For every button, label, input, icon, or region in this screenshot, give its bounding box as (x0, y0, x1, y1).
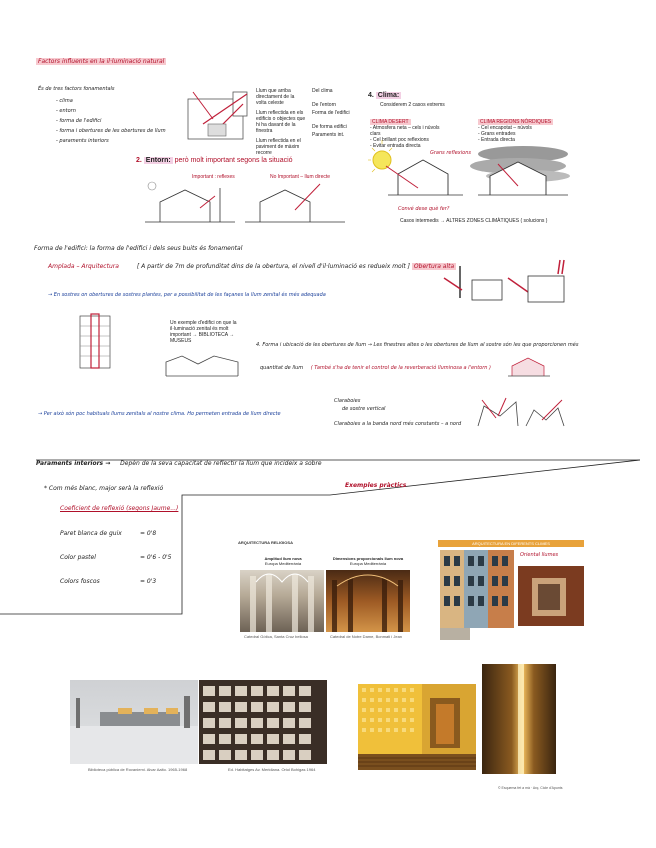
sketch-key: De l'entorn (312, 102, 337, 108)
forma-pink-note: ( També s'ha de tenir el control de la reverberació lluminosa a l'entorn ) (310, 365, 491, 371)
panel1-right-title-block (326, 556, 410, 566)
paraments-heading: Paraments interiors → (36, 460, 111, 467)
coef-value: = 0'6 - 0'5 (140, 554, 172, 561)
brise-caption: Ed. Habitatges Av. Meridiana. Oriol Bohigas 1964 (228, 767, 316, 772)
coef-value: = 0'8 (140, 530, 157, 537)
forma-house-sketch (508, 352, 552, 380)
clima-subtitle: Considerem 2 casos extrems (380, 102, 445, 108)
forma-blue-line: → En sostres on obertures de sostres plantes, per a possibilitat de les façanes la llum zenital és més adequada (48, 292, 326, 298)
forma-section-sketches (440, 258, 570, 306)
coef-label: Color pastel (60, 554, 96, 561)
paraments-note: * Com més blanc, major serà la reflexió (44, 485, 164, 492)
amplada-label: Amplada – Arquitectura (48, 263, 119, 270)
light-slit-photo (482, 664, 556, 774)
north-line: - Cel encapotat – núvols (478, 125, 532, 131)
forma-obertures-2: quantitat de llum (260, 365, 304, 371)
clima-reflect-note: Grans reflexions (430, 150, 471, 156)
factors-list (38, 86, 178, 144)
brise-soleil-photo (199, 680, 327, 764)
page-title-text: Factors influents en la il·luminació natural (38, 58, 165, 65)
panel1-right-sub: Europa Mediterrània (349, 561, 387, 566)
cathedral-photo-left (240, 570, 324, 632)
amplada-end: Obertura alta (413, 263, 455, 270)
panel1-right-caption: Catedral de Notre Dame, Bonmati i Jean (330, 634, 403, 639)
forma-brace-1: Claraboies (334, 398, 361, 404)
entorn-subtitle: però molt important segons la situació (174, 157, 293, 164)
paraments-heading-text: Depèn de la seva capacitat de reflectir la llum que incideix a sobre (120, 460, 322, 467)
amplada-row (48, 263, 456, 270)
panel1-header: ARQUITECTURA RELIGIOSA (238, 540, 293, 545)
desert-title: CLIMA DESERT (372, 119, 409, 125)
forma-brace-3: Claraboies a la banda nord més constants – a nord (334, 421, 462, 427)
factor-item: - clima (56, 98, 73, 104)
panel1-left-caption: Catedral Gòtica, Santa Cruz bellosa (244, 634, 308, 639)
footer-note: © Esquema fet a mà · Arq. Cicle d'Apunts (498, 786, 563, 790)
facade-strip-photo (440, 628, 470, 640)
north-title: CLIMA REGIONS NÒRDIQUES (480, 119, 552, 125)
factor-item: - forma de l'edifici (56, 118, 102, 124)
sketch-key: Paraments int. (312, 132, 345, 138)
forma-obertures: 4. Forma i ubicació de les obertures de llum → Les finestres altes o les obertures de llum al sostre són les que proporcionen més (256, 342, 579, 348)
coef-label: Colors foscos (60, 578, 100, 585)
yellow-lattice-photo (358, 684, 476, 770)
amplada-text: [ A partir de 7m de profunditat dins de la obertura, el nivell d'il·luminació es redueix molt ] (136, 263, 410, 270)
sketch-key: De forma edifici (312, 124, 347, 130)
north-line: - Grans entrades (478, 131, 516, 137)
window-wall-photo (518, 566, 584, 626)
entorn-heading: 2. Entorn: però molt important segons la situació (136, 157, 293, 164)
coef-row (60, 554, 180, 561)
panel2-header: ARQUITECTURA EN DIFERENTS CLIMES (438, 540, 584, 547)
entorn-left-label: Important : reflexes (192, 174, 235, 180)
page-title (36, 58, 166, 65)
entorn-right-label: No Important – llum directe (270, 174, 331, 180)
panel1-left-sub: Europa Mediterrània (264, 561, 302, 566)
desert-line: - Atmosfera neta – cels i núvols clars (370, 125, 440, 137)
building-section-sketch (74, 312, 116, 372)
forma-blue-line-2: → Per això són poc habituals llums zenitals al nostre clima. Ho permeten entrada de llum directe (38, 411, 281, 417)
examples-title: Exemples pràctics (345, 482, 407, 489)
panel1-right-title: Dimensions proporcionals llum nova (332, 556, 404, 561)
forma-brace-2: de sostre vertical (342, 406, 386, 412)
forma-obertures-row (260, 365, 491, 371)
sketch-note: Llum reflectida en el paviment de màxim recorre (256, 138, 301, 156)
north-line: - Entrada directa (478, 137, 515, 143)
forma-heading: Forma de l'edifici: la forma de l'edifici i dels seus buits és fonamental (34, 245, 243, 252)
sketch-note: Llum reflectida en els edificis o objectes que hi ha davant de la finestra (256, 110, 306, 134)
paraments-heading-row (36, 460, 322, 467)
clima-intermediate: Casos intermedis → ALTRES ZONES CLIMÀTIQUES ( solucions ) (400, 218, 548, 224)
forma-roof-sketch (164, 350, 240, 380)
coef-value: = 0'3 (140, 578, 157, 585)
sketch-key: Forma de l'edifici (312, 110, 350, 116)
forma-skylight-sketches (476, 396, 566, 430)
coef-row (60, 530, 180, 537)
coef-label: Paret blanca de guix (60, 530, 122, 537)
cathedral-photo-right (326, 570, 410, 632)
factor-item: - forma i obertures de les obertures de llum (56, 128, 166, 134)
panel1-left-title-block (240, 556, 326, 566)
panel2-caption: Oriental llumes (520, 552, 559, 558)
clima-sketches (368, 140, 578, 202)
sketch-note: Llum que arriba directament de la volta celeste (256, 88, 295, 106)
factors-heading: És de tres factors fonamentals (38, 86, 115, 92)
library-caption: Biblioteca pública de Rovaniemi. Alvar Aalto. 1965-1968 (88, 767, 188, 772)
coef-title: Coeficient de reflexió (segons Jaume...) (60, 505, 179, 512)
desert-line: - Cel brillant poc reflexions (370, 137, 429, 143)
factor-item: - entorn (56, 108, 76, 114)
desert-line: - Evitar entrada directa (370, 143, 421, 149)
factor-item: - paraments interiors (56, 138, 109, 144)
coef-row (60, 578, 180, 585)
panel1-left-title: Amplitud llum nova (264, 556, 302, 561)
sketch-notes (256, 88, 306, 156)
clima-title: Clima: (377, 92, 400, 99)
facade-photo (440, 550, 514, 628)
entorn-sketches (140, 180, 350, 230)
room-light-sketch (183, 84, 253, 144)
library-photo (70, 680, 198, 764)
entorn-title: Entorn: (145, 157, 171, 164)
clima-heading: 4. Clima: (368, 92, 400, 99)
clima-question: Convé dese què fer? (398, 206, 450, 212)
sketch-key: Del clima (312, 88, 333, 94)
forma-example-note: Un exemple d'edifici on que la il·luminació zenital és molt important → BIBLIOTECA → MUSEUS (170, 320, 237, 344)
sketch-keys (312, 88, 352, 138)
